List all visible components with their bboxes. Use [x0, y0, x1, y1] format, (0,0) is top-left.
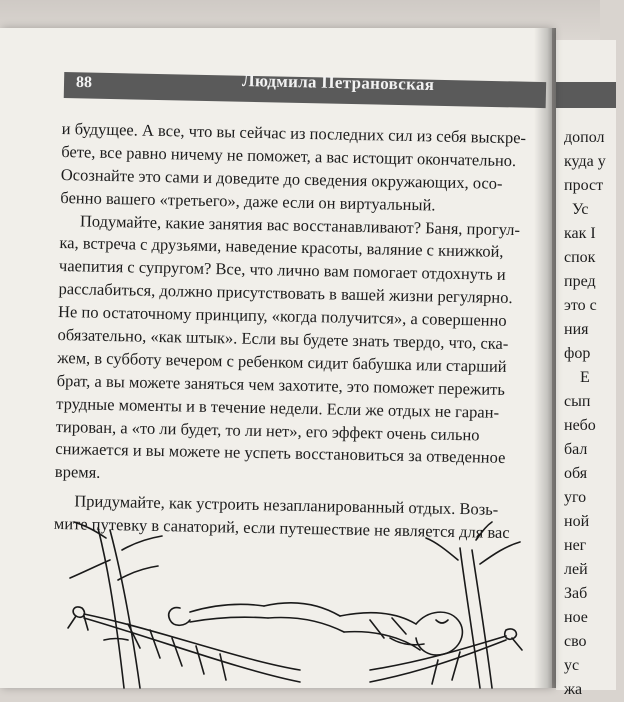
body-text	[54, 118, 542, 546]
page-number: 88	[75, 73, 93, 92]
text-line: трудные моменты и в течение недели. Если же отдых не гаран-	[56, 393, 500, 422]
right-line: сып	[564, 393, 591, 410]
right-line: пред	[564, 273, 596, 290]
right-line: уго	[564, 489, 587, 506]
right-line: бал	[564, 441, 588, 458]
running-title: Людмила Петрановская	[241, 70, 435, 95]
right-line: Заб	[564, 585, 588, 602]
right-line: Ус	[572, 201, 589, 218]
right-page-header-band	[556, 82, 616, 108]
hammock-drawing-icon	[40, 520, 545, 688]
text-line: обязательно, «как штык». Если вы будете знать твердо, что, ска-	[57, 324, 509, 354]
text-line: расслабиться, должно присутствовать в вашей жизни регулярно.	[58, 279, 513, 308]
right-page-text	[564, 126, 624, 702]
right-line: допол	[564, 129, 605, 146]
text-line: и будущее. А все, что вы сейчас из последних сил из себя выскре-	[61, 118, 527, 148]
text-line: снижается и вы можете не успеть восстановиться за отведенное	[55, 439, 506, 468]
text-line: чаепития с супругом? Все, что лично вам помогает отдохнуть и	[58, 256, 506, 285]
paragraph-first-line: Подумайте, какие занятия вас восстанавливают? Баня, прогул-	[79, 210, 521, 239]
text-line: мите путевку в санаторий, если путешествие не является для вас	[53, 514, 510, 543]
text-line: время.	[54, 462, 101, 483]
right-line: небо	[564, 417, 596, 434]
right-line: ной	[564, 513, 590, 530]
right-line: ное	[564, 609, 588, 626]
text-line: бете, все равно ничему не поможет, а вас истощит окончательно.	[61, 141, 517, 171]
text-line: Осознайте это сами и доведите до сведения окружающих, осо-	[60, 164, 503, 193]
right-line: ния	[564, 321, 589, 338]
right-line: жа	[564, 681, 583, 698]
paragraph-first-line: Придумайте, как устроить незапланированный отдых. Возь-	[74, 491, 499, 520]
right-line: обя	[564, 465, 588, 482]
right-line: Е	[580, 369, 590, 386]
right-line: нег	[564, 537, 587, 554]
right-line: это с	[564, 297, 597, 314]
text-line: ка, встреча с друзьями, наведение красоты, валяние с книжкой,	[59, 233, 504, 262]
text-line: бенно вашего «третьего», даже если он виртуальный.	[60, 187, 436, 215]
right-line: лей	[564, 561, 588, 578]
text-line: Не по остаточному принципу, «когда получится», а совершенно	[57, 302, 507, 331]
right-line: ус	[564, 657, 580, 674]
right-line: спок	[564, 249, 596, 266]
right-line: сво	[564, 633, 587, 650]
text-line: жем, в субботу вечером с ребенком сидит бабушка или старший	[57, 347, 507, 376]
right-line: как I	[564, 225, 596, 242]
right-line: куда у	[564, 153, 606, 170]
right-line: фор	[564, 345, 591, 362]
text-line: брат, а вы можете заняться чем захотите, это поможет пережить	[56, 370, 506, 399]
right-line: прост	[564, 177, 604, 194]
text-line: тирован, а «то ли будет, то ли нет», его эффект очень сильно	[55, 416, 480, 445]
right-page	[556, 40, 616, 698]
